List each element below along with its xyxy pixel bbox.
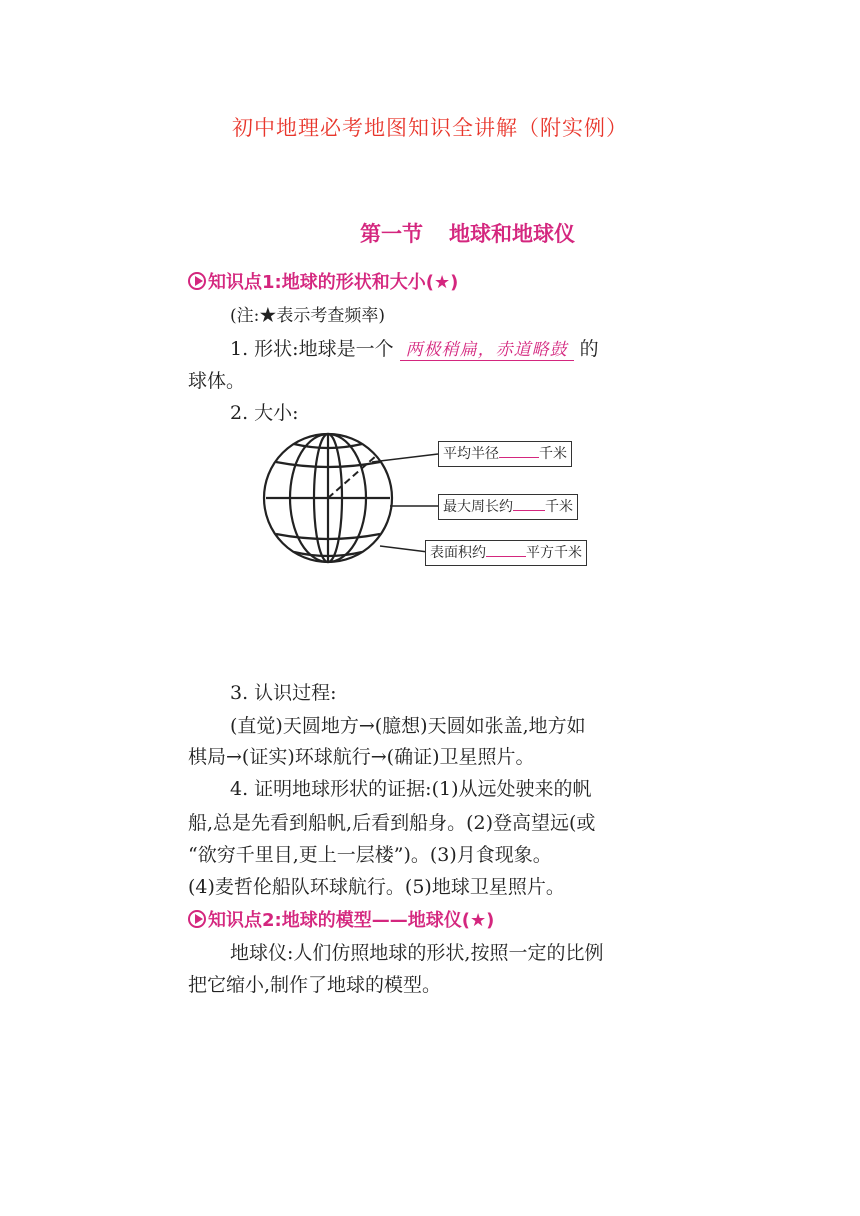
globe-model-line-1: 地球仪:人们仿照地球的形状,按照一定的比例 [230, 942, 604, 964]
section-label: 第一节 [360, 222, 423, 246]
evidence-line-1: 4. 证明地球形状的证据:(1)从远处驶来的帆 [230, 778, 592, 800]
shape-line-continued: 球体。 [188, 370, 246, 392]
evidence-line-3: “欲穷千里目,更上一层楼”)。(3)月食现象。 [188, 844, 552, 866]
size-label: 2. 大小: [230, 402, 299, 424]
document-title: 初中地理必考地图知识全讲解（附实例） [232, 116, 628, 140]
section-name: 地球和地球仪 [449, 222, 575, 246]
globe-size-diagram [262, 430, 612, 570]
shape-answer: 两极稍扁，赤道略鼓 [400, 340, 574, 361]
knowledge-point-2-text: 知识点2:地球的模型——地球仪(★) [208, 910, 495, 931]
globe-model-line-2: 把它缩小,制作了地球的模型。 [188, 974, 442, 996]
circumference-label: 最大周长约 千米 [438, 494, 578, 520]
circumference-blank [513, 496, 545, 511]
area-blank [486, 542, 526, 557]
frequency-note: (注:★表示考查频率) [230, 306, 385, 326]
knowledge-point-1-text: 知识点1:地球的形状和大小(★) [208, 272, 459, 293]
knowledge-point-2-heading [188, 906, 494, 932]
process-line-1: (直觉)天圆地方→(臆想)天圆如张盖,地方如 [230, 715, 586, 737]
evidence-line-2: 船,总是先看到船帆,后看到船身。(2)登高望远(或 [188, 812, 596, 834]
shape-line: 1. 形状:地球是一个 两极稍扁，赤道略鼓 的 [230, 338, 599, 360]
play-arrow-icon [188, 910, 206, 928]
section-title [360, 218, 575, 248]
knowledge-point-1-heading [188, 268, 458, 294]
evidence-line-4: (4)麦哲伦船队环球航行。(5)地球卫星照片。 [188, 876, 565, 898]
radius-blank [499, 443, 539, 458]
process-line-2: 棋局→(证实)环球航行→(确证)卫星照片。 [188, 746, 535, 768]
play-arrow-icon [188, 272, 206, 290]
area-label: 表面积约 平方千米 [425, 540, 587, 566]
radius-label: 平均半径 千米 [438, 441, 572, 467]
process-label: 3. 认识过程: [230, 682, 337, 704]
